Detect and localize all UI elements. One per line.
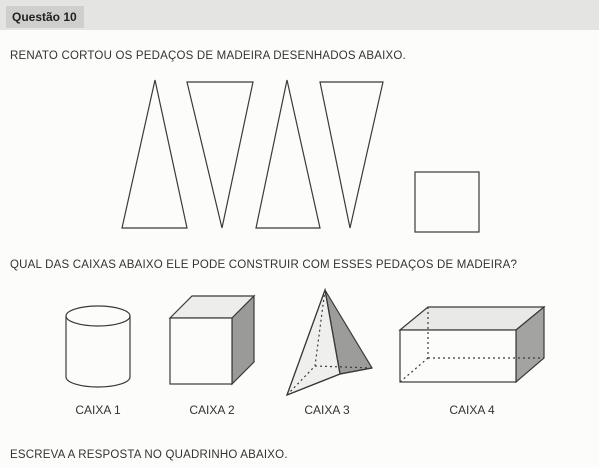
box-2-label: CAIXA 2 [189,403,235,417]
question-number-label: Questão 10 [6,6,84,28]
instruction-text: ESCREVA A RESPOSTA NO QUADRINHO ABAIXO. [10,449,288,461]
box-3-pyramid [287,290,372,395]
box-1-label: CAIXA 1 [75,403,121,417]
question-text: QUAL DAS CAIXAS ABAIXO ELE PODE CONSTRUIR COM ESSES PEDAÇOS DE MADEIRA? [10,259,518,271]
box-2-cube [170,296,254,384]
box-1-cylinder [66,306,130,387]
box-4-label: CAIXA 4 [449,403,495,417]
statement-text: RENATO CORTOU OS PEDAÇOS DE MADEIRA DESENHADOS ABAIXO. [10,50,406,62]
box-4-prism [400,307,544,382]
box-3-label: CAIXA 3 [304,403,350,417]
